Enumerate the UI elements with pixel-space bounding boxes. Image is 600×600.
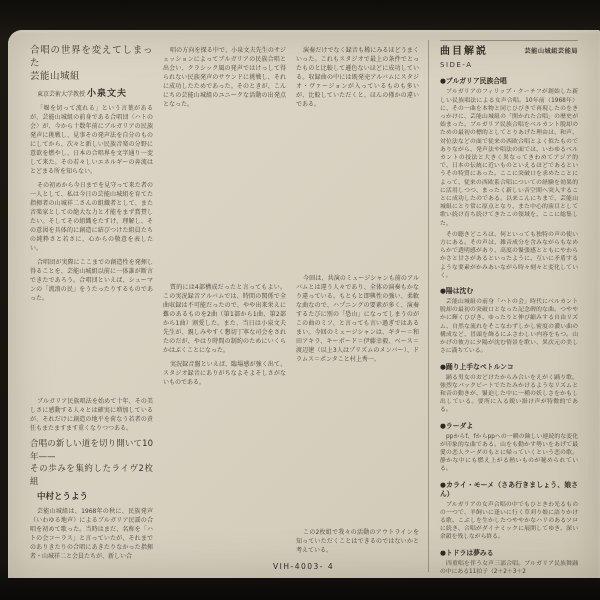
track-note [440,549,578,576]
column2-paragraph: 質的には4部構成だったと言ってもよい。この実況録音アルバムでは、時間の関係で全曲収録は不可能だったので、やや出来栄えに難のあるものを2曲（第1部から1曲、第2部から1曲）割愛した。また、当日は小泉文夫先生が、親しみやすく懇切丁寧な司会をされたのだが、やはり時間の制約のためにいくらかはぶくことになった。 [163,283,286,354]
article1-paragraph: 合唱団が実際にここまでの創造性を発揮し得ることを、芸能山城組以前に一体誰が断言できたであろう。合唱団といえば、シューマンの「流浪の民」をうたったりするものであった。 [30,259,153,302]
track-title: ●踊り上手なペトルンコ [440,362,514,371]
column-gap [296,114,419,274]
track-body: その聴きどころは、何といっても独特の声の使い方にある。その声は、雑音成分を含みながらもなめらかで透明感があり、高度の緊張感とともにやわらかさと甘さがあるといったように、互いに矛盾するような要素がかみあいながら時々刻々と変化していく。 [440,231,578,279]
article1-title-line1: 合唱の世界を変えてしまった [30,45,153,69]
track-note [440,422,578,474]
column-gap [296,369,419,529]
column-gap [163,114,286,283]
column2-paragraph: 実況録音盤といえば、臨場感が強く出て、スタジオ録音にありがちなよそよそしさがないものである。 [163,360,286,386]
article2-title-line2: その歩みを集約したライヴ2枚組 [30,464,153,487]
track-title: ●ラーダよ [440,421,474,430]
track-note [440,287,578,355]
column-3 [296,46,419,560]
track-title: ●陽は沈む [440,287,474,296]
liner-notes-paper [8,30,600,578]
track-title: ●トドラは夢みる [440,548,494,557]
article1-title-line2: 芸能山城組 [30,71,81,82]
article1-author-affiliation: 東京芸術大学教授 [37,91,86,98]
track-body: ブルガリアのフィリップ・クーテフが創始した新しい民族唱法による女声合唱。10年前（1968年）に、その一曲を本物と同じひびきで再現したのをきっかけに、芸能山城組の「開かれた合唱」の歴史が始まった。ブルガリア民族合唱をベルカント脱却のための最初の標的としてとりあげた理由は、和声、対位法などの面で従来の西欧合唱とよく似たものでありながら、発声法や唱法の面では、いわゆるベルカントの技法と大きく異なってきわめてアジア的で、日本の伝統に近いものといえるほどであるというその特質にあった。ここに突破口を求めたことによって、従来の西欧系合唱についての経験を効果的に活用しつつ、まったく新しい音空間へ突入することに成功したのである。以来こんにちまで、芸能山城組にとり常に原点となり、また中心的演目として歌い続け育ち続けてきたこの領域を、ここに総集した。 [440,89,578,227]
article2-paragraph: 芸能山城組は、1968年の秋に、民族発声（いわゆる地声）によるブルガリア民謡の合唱を初めて歌った。当時はまだ、名称を「ハトの会コーラス」と言っていたが、それまでのありきたりの合唱にあきたりなかった指揮者・山城祥二と会員たちが、新しい合 [30,508,153,560]
column3-paragraph: 今回は、共演のミュージシャンも前のアルバムとは違う人々であり、全体の演奏もかなり違っている。もともと即興性の強い、柔軟な曲なので、ハプニングの要素が多く、演奏するたびに別の「恐山」になってしまうのがこの曲のミソ、と言っても言い過ぎではあるまい。今回のミュージシャンは、ギター＝和田アキラ、キーボード＝伊藤幸毅、ベース＝渡辺建（以上3人はプリズムのメンバー）、ドラムス＝ポンタこと村上秀一。 [296,274,419,363]
column3-paragraph: 演奏だけでなく録音も稀にみるほどうまくいった。これもスタジオで最上の条件でとったものと比較して遜色ないほどに成功している。収録曲の中には既発売アルバムにスタジオ・ヴァージョンが入っているものも多いが、比較していただくと、ほんの僅かの違いである。 [296,47,419,108]
article1-byline [30,90,153,99]
track-note [440,481,578,542]
column-gap [30,308,153,397]
column-1 [30,44,153,566]
track-body: ブルガリアの女声合唱の中でもひときわ光るものの一つで、羊飼いに逢いに行く草刈り娘に語りかける歌。こぶしを生かしたつややかなハリのあるソロに続き、合唱がダイナミックに展開してゆき、深い余韻を残しながら終る。 [440,501,578,541]
column3-paragraph: この2枚組で我々の活動のアウトラインを知っていただくことはできるのではないかと考えている。 [296,529,419,554]
panel-top-rule [440,40,578,41]
track-body: 四重唱を伴う女声三部合唱。ブルガリア民族舞踊の中にある11拍子（2＋2＋3＋2 [440,560,578,575]
article1-paragraph: その初めから今日までを見守って来た者の一人として、私は今日の芸能山城組を育てた指揮者の山城祥二さんの組織者として、また音楽家としての絶大な力と才能をまず賞賛したい。そしてその組織をたすけ、理解し、その意図を具体的に創造に結びつけた組員たちの純粋さと若さに、心からの敬意を表したい。 [30,182,153,252]
column-2 [163,46,286,560]
track-title: ●カライ・モーメ（さあ行きましょう、娘さん） [440,480,578,498]
panel-credit: 芸能山城組芸能局 [524,48,578,55]
track-note [440,363,578,415]
track-body: ppからf、fからppへの一瞬の険しい連続的な変化が印象的な曲である。山をも動かす勢いをあげて最愛の恋人ラーダのもとに帰っていくという恋の歌。静かな中にも燃え上がる熱いものが秘められている。 [440,433,578,473]
catalog-number: VIH-4003- 4 [273,562,335,571]
track-body: 芸能山城組の前身「ハトの会」時代にベルカント脱却の最初の突破口となった記念碑的な曲。つややかに輝くひびき、ゆったりと伸び縮みする自由リズム、自然な流れをそこなわずしかし密度の濃い曲の構成など、冒頭を飾るにふさわしい内容をもつ。山かげの彼方に夕陽が沈む情景を歌い、異次元の美しさに満ちている。 [440,299,578,355]
article1-paragraph: 「堰を切って流れる」という言葉があるが、芸能山城組の前身である合唱団〈ハトの会〉が、今から十数年前にブルガリアの民族発声に挑戦し、見事その発声法を自分のものにしてから、次々と新しい民族音楽の分野に意欲を燃やし、日本の合唱界を文字通り一変して来た。その若々しいエネルギーの奔流はとどまる所を知らない。 [30,105,153,175]
article1-author-name: 小泉文夫 [86,89,127,99]
panel-header [440,48,578,56]
column-gap [163,392,286,561]
panel-title: 曲目解説 [440,46,488,57]
article1-title [30,44,153,83]
side-label: SIDE-A [440,61,473,70]
article1-paragraph: ブルガリア民族唱法を始めて十年、その美しさに感動する人々とは確実に増加しているが、それだけに創造の地平を荷なう若者の責任もまたますます重くなりつつある。 [30,398,153,432]
article2-author-name: 中村とうよう [37,492,89,502]
vertical-rule [428,40,429,572]
column2-paragraph: 唱の方向を探る中で、小泉文夫先生のサジェッションによってブルガリアの民族合唱と出会い、クラシック風の発声ではけっして得られない民族発声のサウンドに挑戦し、それに成功したためであった。そのときが、こんにちの芸能山城組のユニークな活動の出発点となった。 [163,47,286,108]
article2-title-line1: 合唱の新しい道を切り開いて10年—— [30,439,153,462]
article2-title [30,438,153,488]
track-note [440,77,578,280]
track-body: 踊る男女のおどけたからみ合いをえがく踊り歌。強烈なバックビートでたたみかけるようなリズムと和音の動きが、緊迫した中に一種の妖しさをかもし出している。要所に入る鋭い掛け声が特徴的である。 [440,374,578,414]
track-notes-panel [440,40,578,580]
track-title: ●ブルガリア民族合唱 [440,77,507,86]
